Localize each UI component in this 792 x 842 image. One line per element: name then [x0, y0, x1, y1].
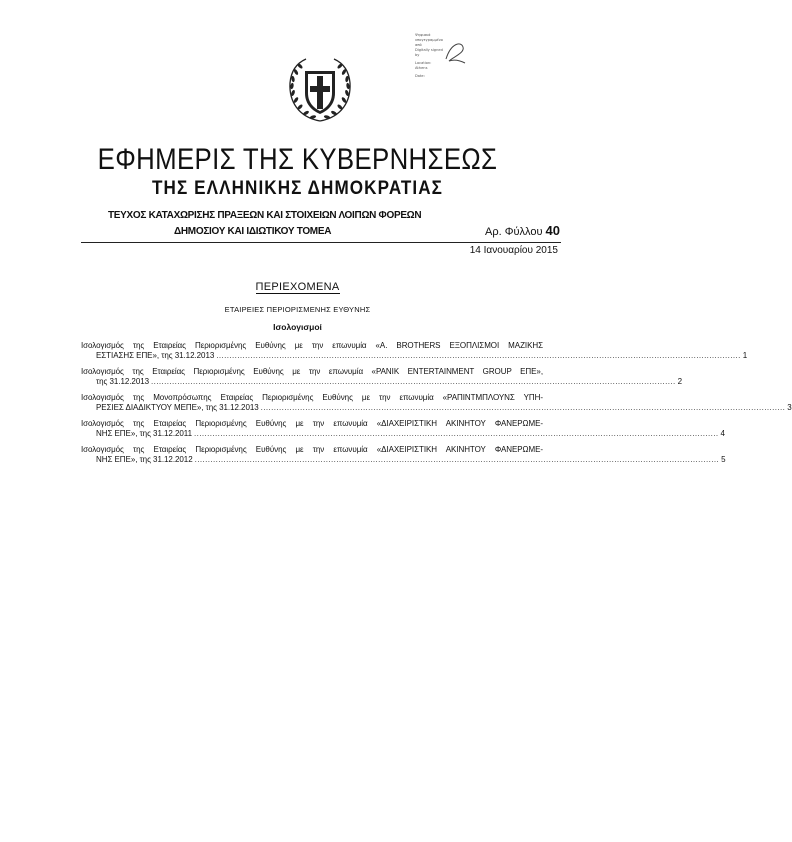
subsection-heading: Ισολογισμοί — [273, 322, 322, 332]
sheet-number-label: Αρ. Φύλλου — [485, 226, 543, 238]
toc-page-number: 1 — [742, 351, 748, 360]
sheet-number — [485, 224, 560, 239]
stamp-line: Athens — [415, 66, 428, 70]
toc-dot-leader: ........................................................................................................................................................................................................ — [260, 403, 786, 412]
toc-entry-line-1: Ισολογισμός της Εταιρείας Περιορισμένης Ευθύνης με την επωνυμία «ΔΙΑΧΕΙΡΙΣΤΙΚΗ ΑΚΙΝΗΤΟΥ ΦΑΝΕΡΩΜΕ- — [81, 445, 543, 454]
stamp-line: by — [415, 53, 420, 57]
toc-entry[interactable] — [81, 445, 726, 465]
toc-entry-line-2 — [81, 351, 748, 361]
toc-entry[interactable] — [81, 341, 748, 361]
toc-entry-title-end: ΝΗΣ ΕΠΕ», της 31.12.2012 — [96, 455, 193, 464]
toc-entry-title-end: ΕΣΤΙΑΣΗΣ ΕΠΕ», της 31.12.2013 — [96, 351, 215, 360]
toc-entry-line-1: Ισολογισμός της Μονοπρόσωπης Εταιρείας Περιορισμένης Ευθύνης με την επωνυμία «ΡΑΠΙΝΤΜΠΛΟΥΝΣ ΥΠΗ- — [81, 393, 543, 402]
toc-dot-leader: ........................................................................................................................................................................................................ — [216, 351, 741, 360]
toc-entry-line-1: Ισολογισμός της Εταιρείας Περιορισμένης Ευθύνης με την επωνυμία «A. BROTHERS ΕΞΟΠΛΙΣΜΟΙ ΜΑΖΙΚΗΣ — [81, 341, 543, 350]
toc-entry-line-2 — [81, 455, 726, 465]
toc-entry[interactable] — [81, 393, 792, 413]
toc-entry-line-2 — [81, 429, 725, 439]
toc-entry-title-end: της 31.12.2013 — [96, 377, 150, 386]
toc-entry-title-end: ΡΕΣΙΕΣ ΔΙΑΔΙΚΤΥΟΥ ΜΕΠΕ», της 31.12.2013 — [96, 403, 259, 412]
toc-entry-line-2 — [81, 403, 792, 413]
toc-entry-line-1: Ισολογισμός της Εταιρείας Περιορισμένης Ευθύνης με την επωνυμία «ΔΙΑΧΕΙΡΙΣΤΙΚΗ ΑΚΙΝΗΤΟΥ ΦΑΝΕΡΩΜΕ- — [81, 419, 543, 428]
toc-dot-leader: ........................................................................................................................................................................................................ — [151, 377, 676, 386]
stamp-line: Date: — [415, 74, 425, 78]
toc-page-number: 3 — [787, 403, 792, 412]
stamp-line: υπογεγραμμένο — [415, 38, 444, 42]
toc-entry[interactable] — [81, 367, 682, 387]
greek-coat-of-arms-icon — [284, 53, 356, 125]
issue-date: 14 Ιανουαρίου 2015 — [469, 245, 558, 256]
gazette-title: ΕΦΗΜΕΡΙΣ ΤΗΣ ΚΥΒΕΡΝΗΣΕΩΣ — [97, 143, 498, 176]
section-heading: ΕΤΑΙΡΕΙΕΣ ΠΕΡΙΟΡΙΣΜΕΝΗΣ ΕΥΘΥΝΗΣ — [224, 305, 371, 314]
stamp-line: Digitally signed — [415, 48, 443, 52]
contents-heading-text: ΠΕΡΙΕΧΟΜΕΝΑ — [255, 281, 340, 293]
digital-signature-stamp — [413, 33, 469, 93]
stamp-line: από — [415, 43, 422, 47]
toc-entry-line-2 — [81, 377, 682, 387]
toc-page-number: 4 — [720, 429, 725, 438]
stamp-line: Location: — [415, 61, 432, 65]
issue-type-line-1: ΤΕΥΧΟΣ ΚΑΤΑΧΩΡΙΣΗΣ ΠΡΑΞΕΩΝ ΚΑΙ ΣΤΟΙΧΕΙΩΝ ΛΟΙΠΩΝ ΦΟΡΕΩΝ — [108, 210, 422, 221]
table-of-contents — [81, 341, 792, 471]
issue-type-line-2: ΔΗΜΟΣΙΟΥ ΚΑΙ ΙΔΙΩΤΙΚΟΥ ΤΟΜΕΑ — [174, 226, 332, 237]
signature-mark-icon — [443, 39, 467, 65]
toc-dot-leader: ........................................................................................................................................................................................................ — [194, 455, 720, 464]
toc-entry-title-end: ΝΗΣ ΕΠΕ», της 31.12.2011 — [96, 429, 192, 438]
toc-entry-line-1: Ισολογισμός της Εταιρείας Περιορισμένης Ευθύνης με την επωνυμία «PANIK ENTERTAINMENT GROUP ΕΠΕ», — [81, 367, 543, 376]
toc-page-number: 2 — [677, 377, 682, 386]
stamp-line: Ψηφιακά — [415, 33, 431, 37]
contents-heading — [0, 280, 595, 294]
gazette-subtitle: ΤΗΣ ΕΛΛΗΝΙΚΗΣ ΔΗΜΟΚΡΑΤΙΑΣ — [152, 178, 443, 199]
toc-page-number: 5 — [721, 455, 726, 464]
toc-entry[interactable] — [81, 419, 725, 439]
header-divider — [81, 242, 561, 243]
toc-dot-leader: ........................................................................................................................................................................................................ — [194, 429, 719, 438]
sheet-number-value: 40 — [545, 223, 560, 238]
